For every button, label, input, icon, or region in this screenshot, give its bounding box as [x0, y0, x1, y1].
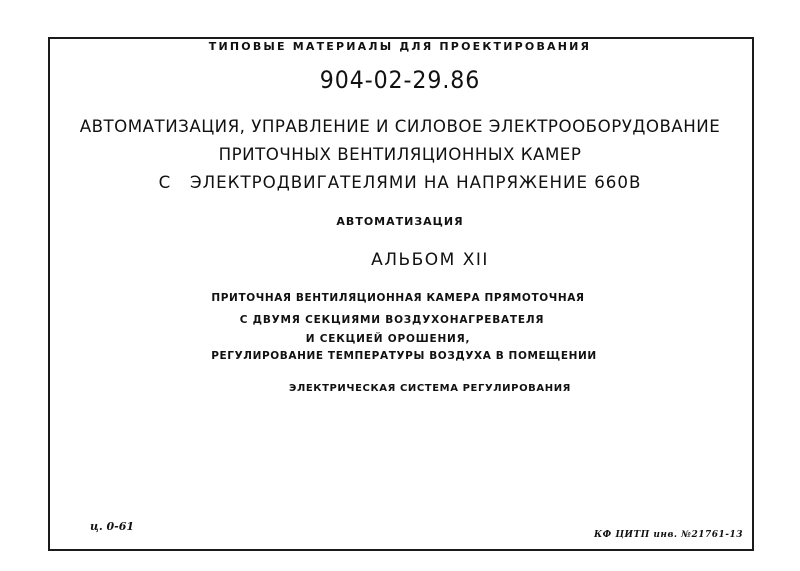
title-line-1: АВТОМАТИЗАЦИЯ, УПРАВЛЕНИЕ И СИЛОВОЕ ЭЛЕКТРООБОРУДОВАНИЕ — [79, 117, 721, 137]
title-line-3: С ЭЛЕКТРОДВИГАТЕЛЯМИ НА НАПРЯЖЕНИЕ 660В — [158, 173, 642, 193]
album-number: АЛЬБОМ XII — [371, 250, 489, 270]
sheet-header: ТИПОВЫЕ МАТЕРИАЛЫ ДЛЯ ПРОЕКТИРОВАНИЯ — [208, 40, 592, 53]
description-line-1: ПРИТОЧНАЯ ВЕНТИЛЯЦИОННАЯ КАМЕРА ПРЯМОТОЧНАЯ — [211, 292, 585, 304]
system-title: ЭЛЕКТРИЧЕСКАЯ СИСТЕМА РЕГУЛИРОВАНИЯ — [289, 383, 571, 394]
title-line-2: ПРИТОЧНЫХ ВЕНТИЛЯЦИОННЫХ КАМЕР — [218, 145, 582, 165]
description-line-3: И СЕКЦИЕЙ ОРОШЕНИЯ, — [305, 333, 471, 345]
handwritten-price-note: ц. 0-61 — [90, 520, 135, 533]
description-line-2: С ДВУМЯ СЕКЦИЯМИ ВОЗДУХОНАГРЕВАТЕЛЯ — [239, 314, 545, 326]
handwritten-inventory-note: КФ ЦИТП инв. №21761-13 — [594, 530, 744, 540]
document-code: 904-02-29.86 — [319, 66, 481, 94]
section-title: АВТОМАТИЗАЦИЯ — [336, 215, 464, 228]
description-line-4: РЕГУЛИРОВАНИЕ ТЕМПЕРАТУРЫ ВОЗДУХА В ПОМЕЩЕНИИ — [211, 350, 597, 362]
